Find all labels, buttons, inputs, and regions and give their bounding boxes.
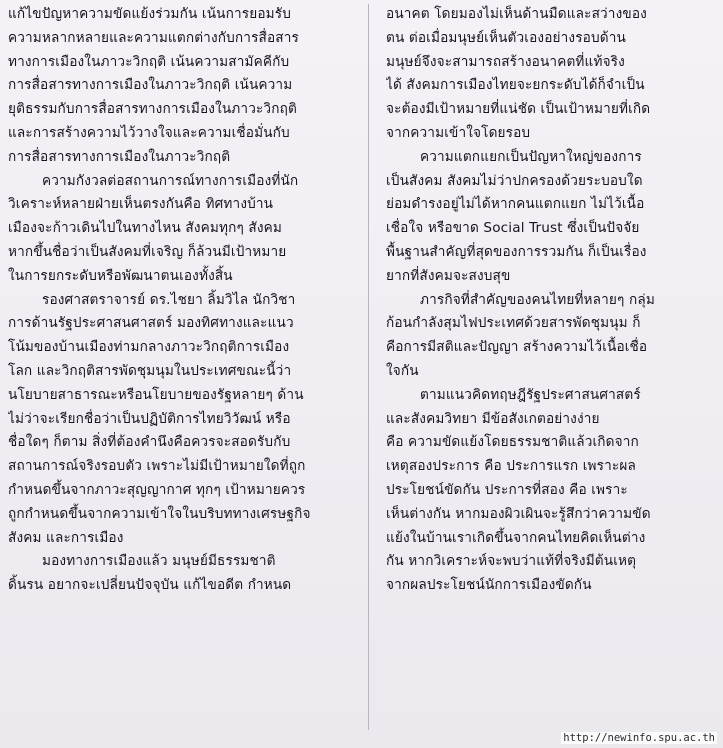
text-line: จากความเข้าใจโดยรอบ <box>386 124 531 141</box>
text-line: ใจกัน <box>386 362 419 379</box>
text-line: ถูกกำหนดขึ้นจากความเข้าใจในบริบททางเศรษฐกิจ <box>8 505 311 522</box>
text-line: ความแตกแยกเป็นปัญหาใหญ่ของการ <box>420 148 642 165</box>
text-line: ยุติธรรมกับการสื่อสารทางการเมืองในภาวะวิกฤติ <box>8 101 297 118</box>
text-line: ในการยกระดับหรือพัฒนาตนเองทั้งสิ้น <box>8 267 233 284</box>
text-line: ชื่อใดๆ ก็ตาม สิ่งที่ต้องคำนึงคือควรจะสอดรับกับ <box>8 434 291 451</box>
text-line: ความกังวลต่อสถานการณ์ทางการเมืองที่นัก <box>42 172 299 189</box>
text-line: คือการมีสติและปัญญา สร้างความไว้เนื้อเชื่อ <box>386 339 648 356</box>
text-line: และสังคมวิทยา มีข้อสังเกตอย่างง่าย <box>386 410 600 427</box>
text-line: ก้อนกำลังสุมไฟประเทศด้วยสารพัดชุมนุม ก็ <box>386 315 641 332</box>
text-line: ภารกิจที่สำคัญของคนไทยที่หลายๆ กลุ่ม <box>420 291 655 308</box>
text-line: ได้ สังคมการเมืองไทยจะยกระดับได้ก็จำเป็น <box>386 77 645 94</box>
text-line: การสื่อสารทางการเมืองในภาวะวิกฤติ <box>8 148 231 165</box>
text-line: และการสร้างความไว้วางใจและความเชื่อมั่นกับ <box>8 124 290 141</box>
text-line: เห็นต่างกัน หากมองผิวเผินจะรู้สึกว่าความขัด <box>386 505 651 522</box>
text-line: แย้งในบ้านเราเกิดขึ้นจากคนไทยคิดเห็นต่าง <box>386 529 646 546</box>
text-line: เชื่อใจ หรือขาด Social Trust ซึ่งเป็นปัจจัย <box>386 220 640 237</box>
text-line: กัน หากวิเคราะห์จะพบว่าแท้ที่จริงมีต้นเหตุ <box>386 553 637 570</box>
column-divider <box>368 4 369 730</box>
text-line: ตามแนวคิดทฤษฎีรัฐประศาสนศาสตร์ <box>420 386 641 403</box>
text-line: เมืองจะก้าวเดินไปในทางไหน สังคมทุกๆ สังคม <box>8 220 283 237</box>
text-line: กำหนดขึ้นจากภาวะสุญญากาศ ทุกๆ เป้าหมายควร <box>8 481 306 498</box>
text-line: ดิ้นรน อยากจะเปลี่ยนปัจจุบัน แก้ไขอดีต กำหนด <box>8 577 292 594</box>
text-line: จากผลประโยชน์นักการเมืองขัดกัน <box>386 577 592 594</box>
text-line: ทางการเมืองในภาวะวิกฤติ เน้นความสามัคคีกับ <box>8 53 290 70</box>
text-line: รองศาสตราจารย์ ดร.ไชยา ลิ้มวิไล นักวิชา <box>42 291 296 308</box>
text-line: มนุษย์จึงจะสามารถสร้างอนาคตที่แท้จริง <box>386 53 625 70</box>
text-line: โลก และวิกฤติสารพัดชุมนุมในประเทศขณะนี้ว่า <box>8 362 292 379</box>
text-line: การสื่อสารทางการเมืองในภาวะวิกฤติ เน้นความ <box>8 77 293 94</box>
text-line: สถานการณ์จริงรอบตัว เพราะไม่มีเป้าหมายใดที่ถูก <box>8 458 306 475</box>
text-line: ประโยชน์ขัดกัน ประการที่สอง คือ เพราะ <box>386 481 628 498</box>
text-line: คือ ความขัดแย้งโดยธรรมชาติแล้วเกิดจาก <box>386 434 639 451</box>
text-line: เป็นสังคม สังคมไม่ว่าปกครองด้วยระบอบใด <box>386 172 643 189</box>
text-line: สังคม และการเมือง <box>8 529 124 546</box>
text-line: มองทางการเมืองแล้ว มนุษย์มีธรรมชาติ <box>42 553 276 570</box>
source-url: http://newinfo.spu.ac.th <box>563 732 715 744</box>
text-line: พื้นฐานสำคัญที่สุดของการรวมกัน ก็เป็นเรื่อง <box>386 243 647 260</box>
text-line: เหตุสองประการ คือ ประการแรก เพราะผล <box>386 458 636 475</box>
text-line: ย่อมดำรงอยู่ไม่ได้หากคนแตกแยก ไม่ไว้เนื้อ <box>386 196 645 213</box>
text-line: จะต้องมีเป้าหมายที่แน่ชัด เป็นเป้าหมายที่เกิด <box>386 101 651 118</box>
text-line: วิเคราะห์หลายฝ่ายเห็นตรงกันคือ ทิศทางบ้าน <box>8 196 274 213</box>
text-line: ความหลากหลายและความแตกต่างกับการสื่อสาร <box>8 29 299 46</box>
text-line: ตน ต่อเมื่อมนุษย์เห็นตัวเองอย่างรอบด้าน <box>386 29 626 46</box>
text-line: ไม่ว่าจะเรียกชื่อว่าเป็นปฏิบัติการไทยวิวัฒน์ หรือ <box>8 410 291 427</box>
text-line: แก้ไขปัญหาความขัดแย้งร่วมกัน เน้นการยอมรับ <box>8 6 291 22</box>
text-line: หากขึ้นชื่อว่าเป็นสังคมที่เจริญ ก็ล้วนมีเป้าหมาย <box>8 243 287 260</box>
text-line: ยากที่สังคมจะสงบสุข <box>386 267 511 284</box>
text-line: นโยบายสาธารณะหรือนโยบายของรัฐหลายๆ ด้าน <box>8 386 304 403</box>
left-column <box>8 3 360 598</box>
text-line: โน้มของบ้านเมืองท่ามกลางภาวะวิกฤติการเมือง <box>8 339 290 356</box>
text-line: อนาคต โดยมองไม่เห็นด้านมืดและสว่างของ <box>386 6 647 22</box>
right-column <box>386 3 716 598</box>
text-line: การด้านรัฐประศาสนศาสตร์ มองทิศทางและแนว <box>8 315 294 332</box>
